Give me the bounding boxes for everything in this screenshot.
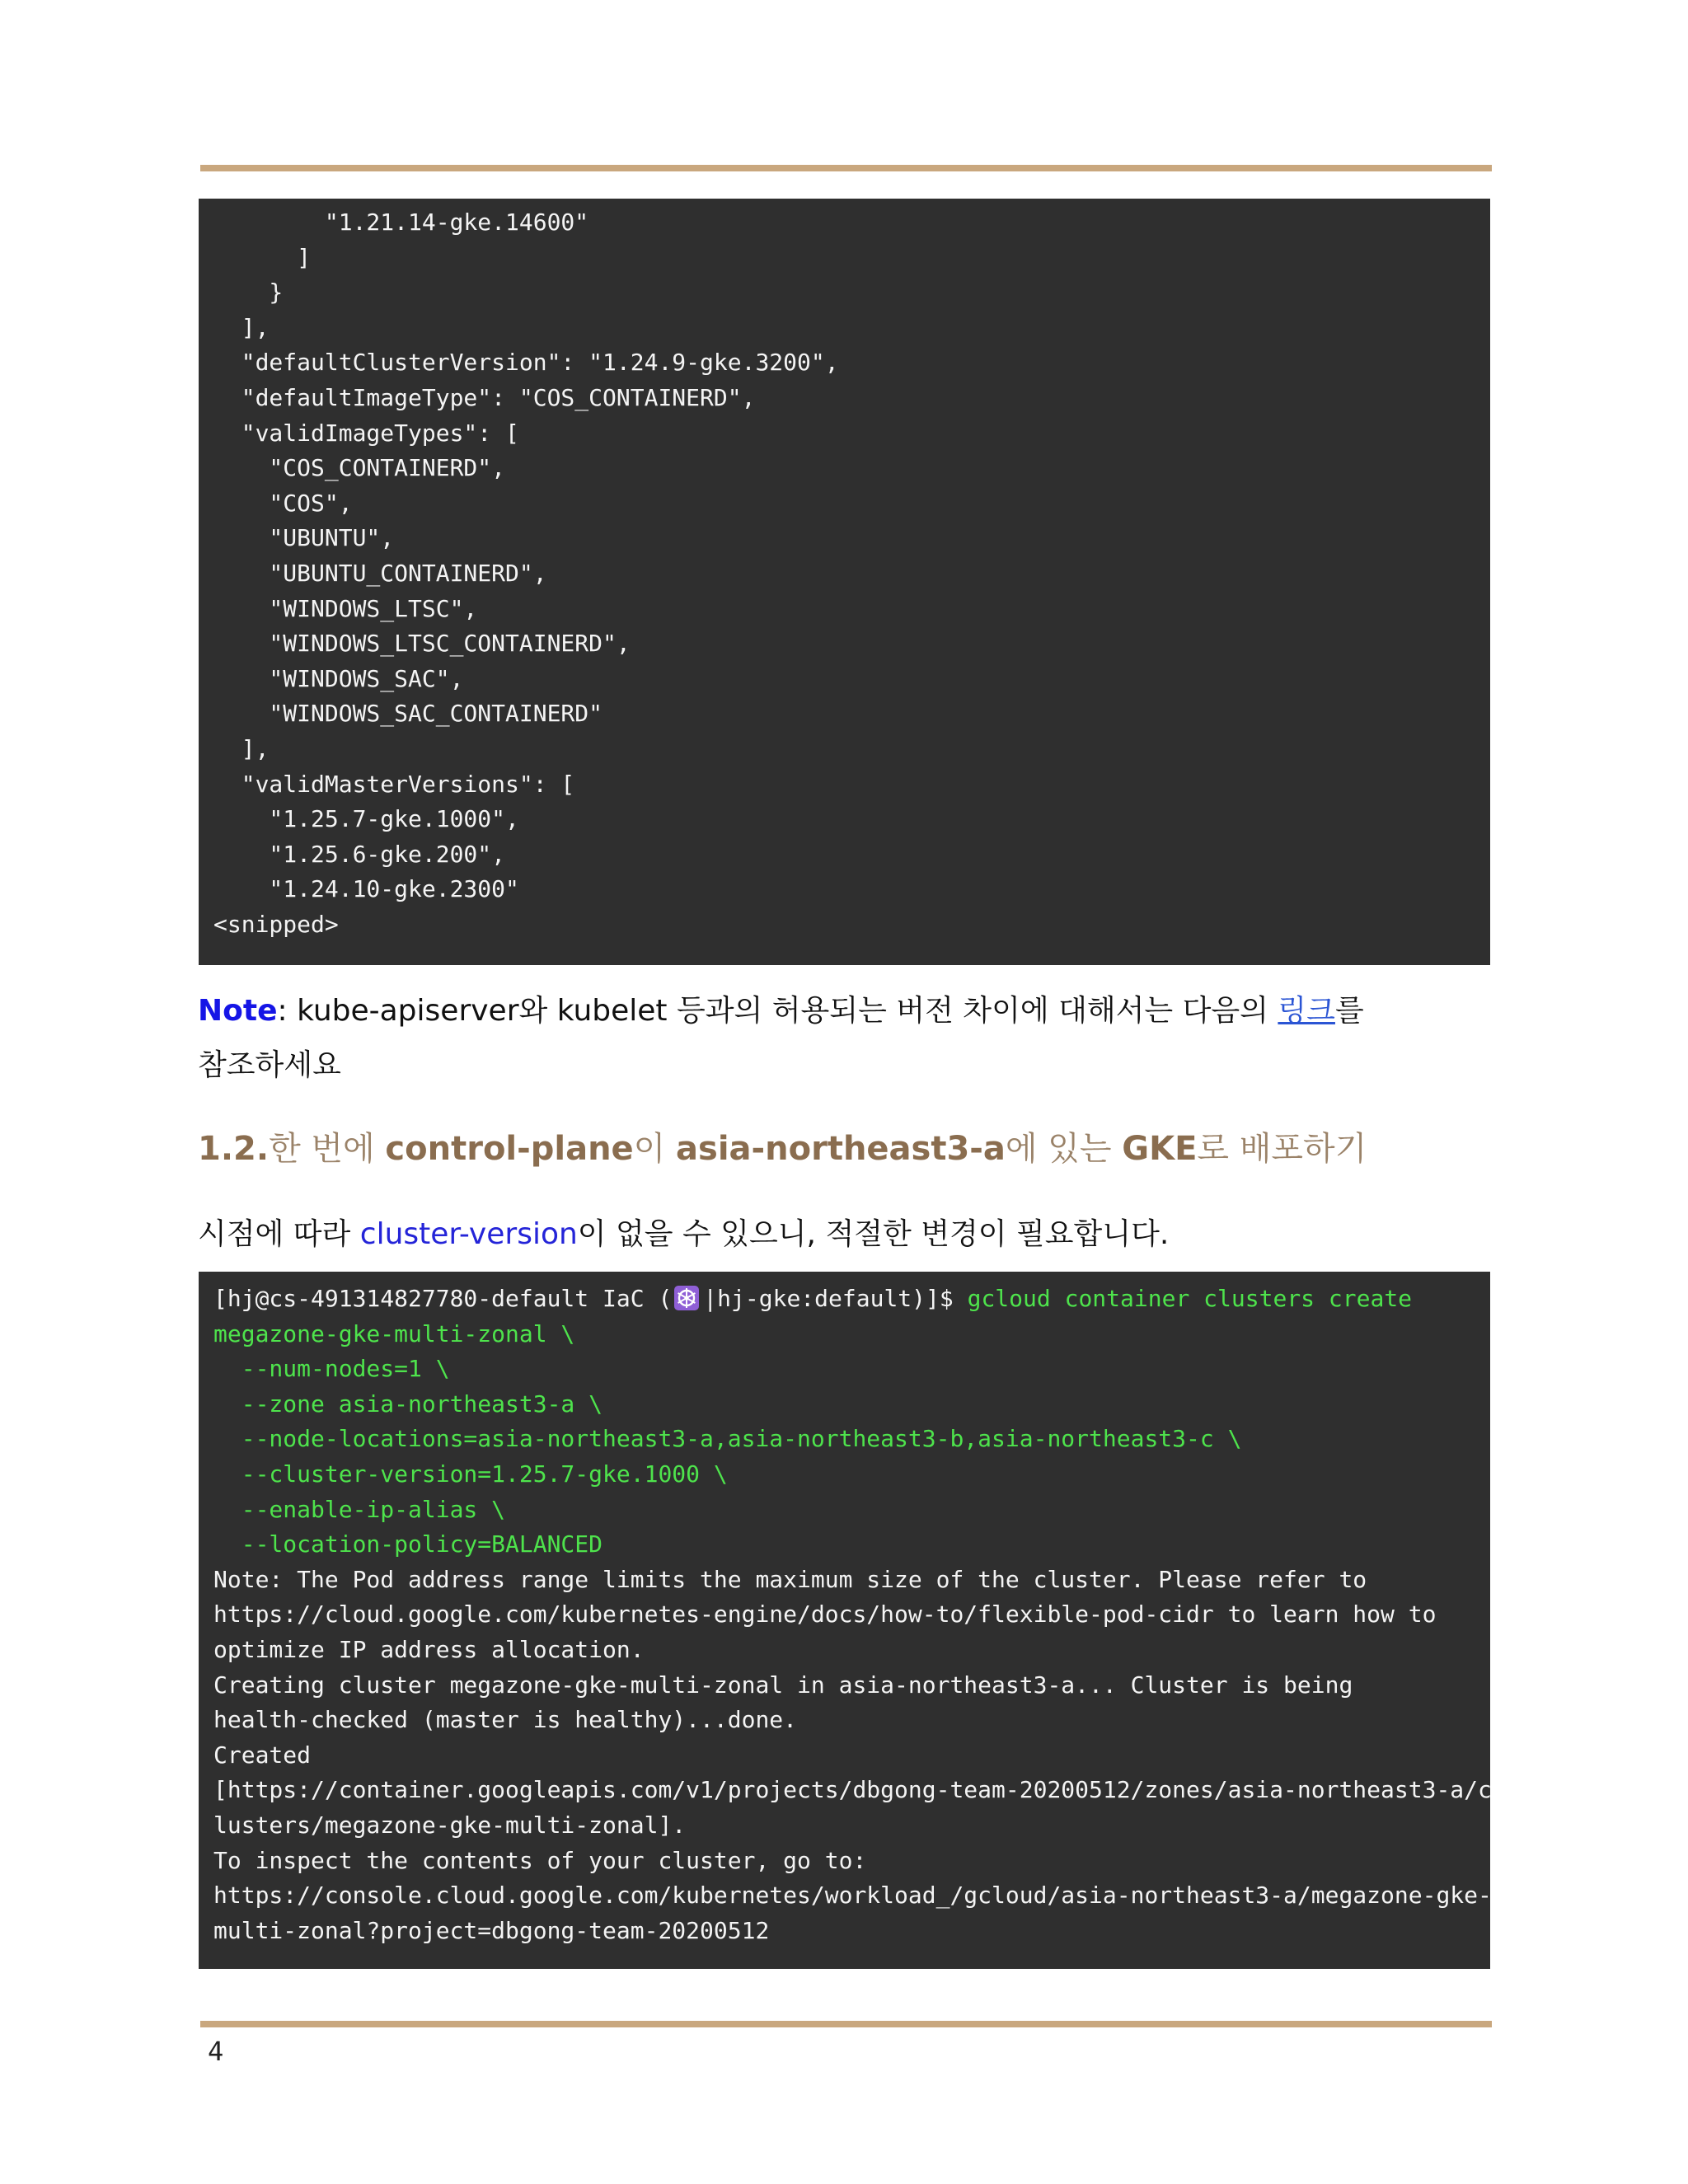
code-block-terminal [199,1272,1490,1969]
output-line: multi-zonal?project=dbgong-team-20200512 [213,1916,770,1944]
code-line: "WINDOWS_LTSC", [213,594,478,622]
code-line: "WINDOWS_SAC", [213,664,464,692]
heading-text: 로 배포하기 [1197,1130,1367,1168]
heading-text: 한 번에 [269,1130,386,1168]
top-rule [200,165,1492,171]
code-line: "defaultImageType": "COS_CONTAINERD", [213,383,756,411]
kubernetes-icon [673,1285,700,1311]
note-label: Note [198,994,278,1028]
prompt-context: |hj-gke:default)]$ [703,1285,968,1312]
command-line: --zone asia-northeast3-a \ [213,1390,603,1418]
command-text: gcloud container clusters create [967,1285,1413,1312]
section-heading [198,1122,1367,1169]
output-line: optimize IP address allocation. [213,1635,645,1663]
bottom-rule [200,2021,1492,2027]
output-line: To inspect the contents of your cluster, go to: [213,1846,867,1874]
prompt-text: [hj@cs-491314827780-default IaC ( [213,1285,673,1312]
command-line: --enable-ip-alias \ [213,1495,506,1523]
code-line: <snipped> [213,910,339,938]
note-text-end: 를 [1334,994,1364,1028]
code-line: "COS_CONTAINERD", [213,454,506,482]
output-line: https://cloud.google.com/kubernetes-engine/docs/how-to/flexible-pod-cidr to learn how to [213,1601,1437,1629]
note-paragraph [198,984,1364,1038]
heading-bold: GKE [1122,1130,1198,1168]
command-line: --cluster-version=1.25.7-gke.1000 \ [213,1460,728,1488]
page-number: 4 [208,2036,224,2067]
command-line: --location-policy=BALANCED [213,1530,603,1558]
command-line: --num-nodes=1 \ [213,1355,450,1383]
heading-text: 이 [633,1130,677,1168]
code-line: } [213,279,284,307]
command-line: --node-locations=asia-northeast3-a,asia-northeast3-b,asia-northeast3-c \ [213,1425,1242,1453]
intro-text-end: 이 없을 수 있으니, 적절한 변경이 필요합니다. [577,1217,1170,1251]
output-line: Creating cluster megazone-gke-multi-zonal in asia-northeast3-a... Cluster is being [213,1671,1353,1699]
code-line: "1.25.6-gke.200", [213,840,506,868]
code-line: "defaultClusterVersion": "1.24.9-gke.3200", [213,349,839,377]
section-number: 1.2. [198,1130,270,1168]
code-line: "COS", [213,489,353,517]
code-line: ] [213,243,312,271]
code-line: "WINDOWS_LTSC_CONTAINERD", [213,630,631,658]
output-line: Note: The Pod address range limits the maximum size of the cluster. Please refer to [213,1565,1367,1593]
note-text: : kube-apiserver와 kubelet 등과의 허용되는 버전 차이에 대해서는 다음의 [277,994,1278,1028]
prompt-line [213,1282,1477,1317]
output-line: lusters/megazone-gke-multi-zonal]. [213,1811,687,1839]
output-line: health-checked (master is healthy)...done. [213,1706,798,1734]
code-line: "UBUNTU", [213,524,395,552]
intro-text: 시점에 따라 [198,1217,360,1251]
intro-highlight: cluster-version [359,1217,578,1251]
code-line: "validMasterVersions": [ [213,770,575,798]
output-line: Created [213,1741,312,1769]
reference-link[interactable]: 링크 [1278,994,1335,1028]
command-line: megazone-gke-multi-zonal \ [213,1319,575,1347]
code-line: ], [213,313,270,341]
code-line: "UBUNTU_CONTAINERD", [213,559,547,587]
code-line: ], [213,734,270,762]
code-block-json [199,199,1490,965]
code-line: "validImageTypes": [ [213,419,519,447]
heading-text: 에 있는 [1005,1130,1123,1168]
intro-paragraph [198,1207,1169,1262]
heading-bold: control-plane [385,1130,634,1168]
heading-bold: asia-northeast3-a [676,1130,1006,1168]
code-line: "WINDOWS_SAC_CONTAINERD" [213,700,603,728]
output-line: https://console.cloud.google.com/kubernetes/workload_/gcloud/asia-northeast3-a/megazone-gke- [213,1882,1492,1910]
code-line: "1.24.10-gke.2300" [213,875,519,903]
code-line: "1.25.7-gke.1000", [213,805,519,833]
note-paragraph-line2: 참조하세요 [198,1048,341,1082]
output-line: [https://container.googleapis.com/v1/projects/dbgong-team-20200512/zones/asia-northeast3-a/c [213,1776,1492,1804]
code-line: "1.21.14-gke.14600" [213,209,589,236]
